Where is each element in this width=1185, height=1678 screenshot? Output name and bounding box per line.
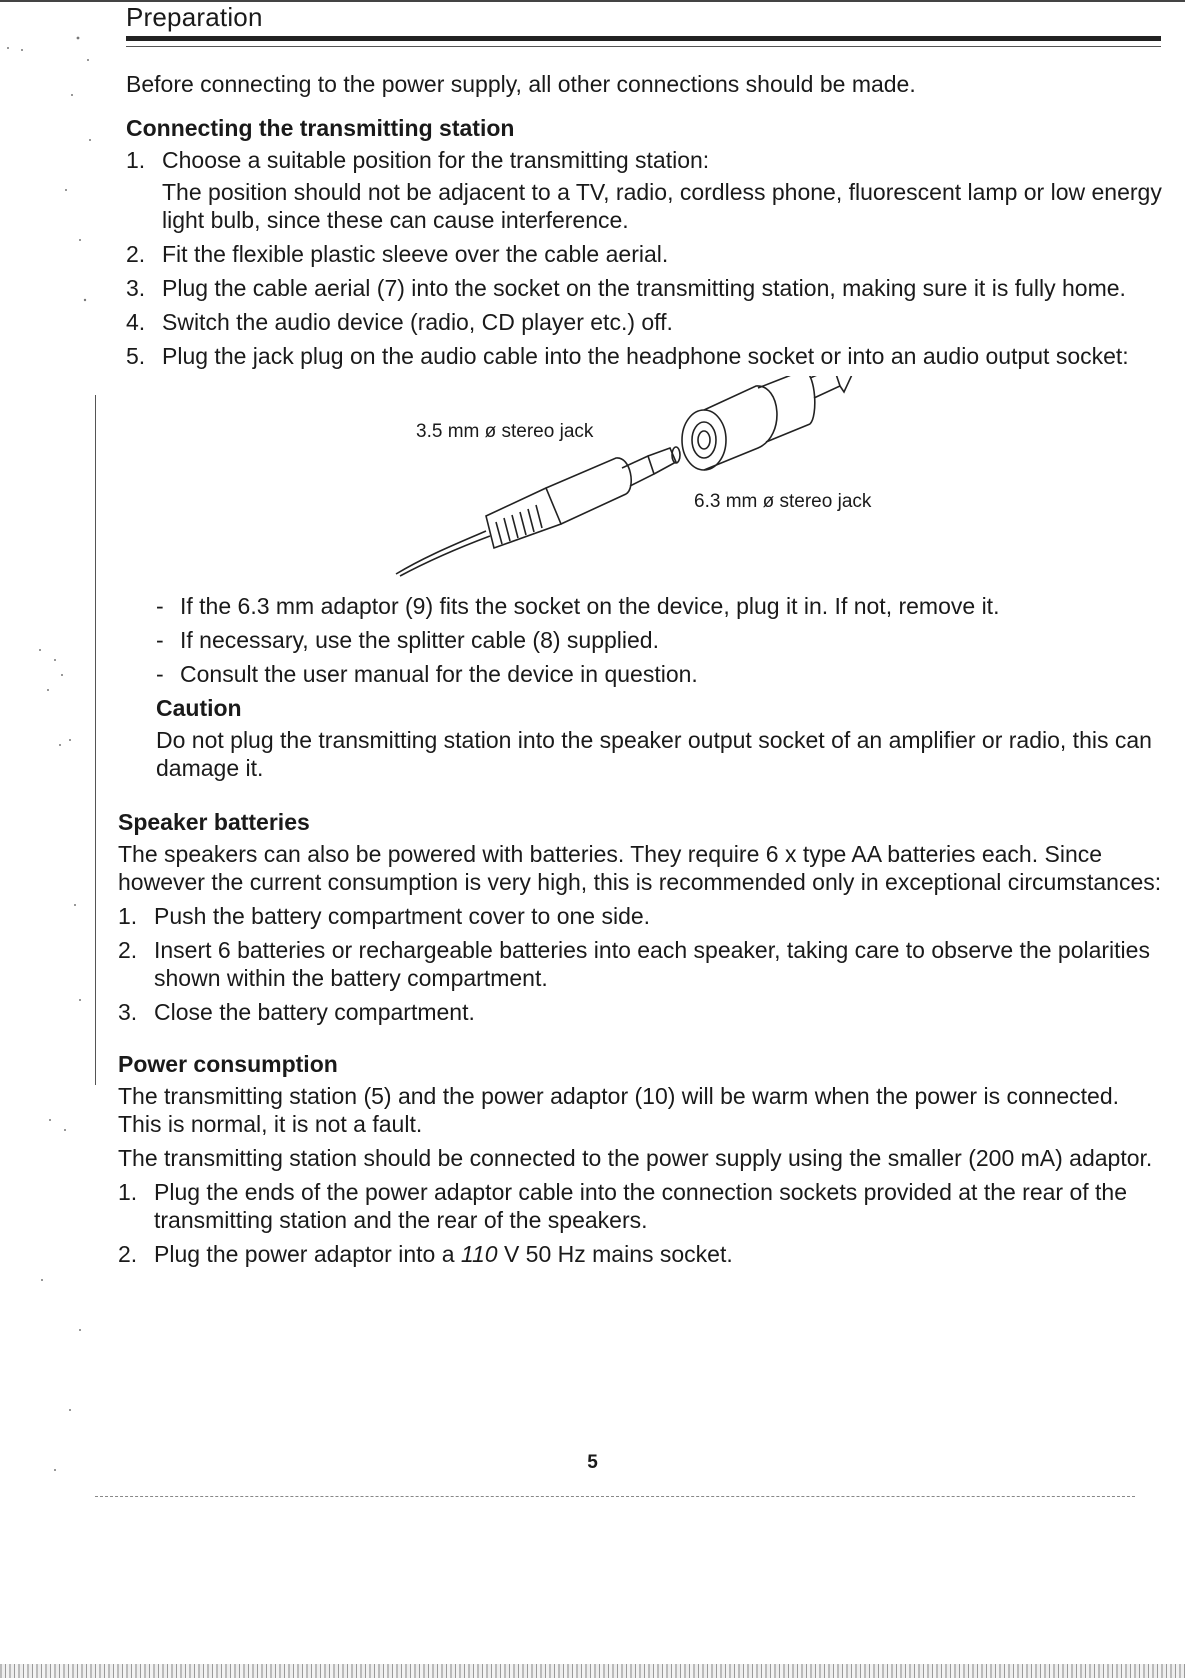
list-text: Plug the jack plug on the audio cable into the headphone socket or into an audio output socket: bbox=[162, 343, 1129, 369]
list-text: Choose a suitable position for the transmitting station: bbox=[162, 147, 710, 173]
list-text: Switch the audio device (radio, CD player etc.) off. bbox=[162, 309, 673, 335]
caution-text: Do not plug the transmitting station into the speaker output socket of an amplifier or radio, this can damage it. bbox=[156, 727, 1152, 781]
list-text: Close the battery compartment. bbox=[154, 999, 475, 1025]
list-item bbox=[118, 936, 1166, 992]
list-text: Plug the ends of the power adaptor cable into the connection sockets provided at the rear of the transmitting station and the rear of the speakers. bbox=[154, 1179, 1128, 1233]
connecting-steps-cont bbox=[126, 240, 1166, 370]
list-number: 1. bbox=[126, 147, 146, 173]
list-item bbox=[126, 240, 1166, 268]
list-number: 2. bbox=[118, 937, 138, 963]
list-text: Push the battery compartment cover to one side. bbox=[154, 903, 651, 929]
power-section bbox=[118, 1050, 1166, 1268]
list-item bbox=[126, 342, 1166, 370]
jack-plug-illustration bbox=[386, 376, 866, 586]
bottom-dashed-rule bbox=[95, 1496, 1135, 1497]
list-text: Insert 6 batteries or rechargeable batteries into each speaker, taking care to observe the polarities shown within the battery compartment. bbox=[154, 937, 1150, 991]
list-item bbox=[126, 308, 1166, 336]
label-6-3mm-jack: 6.3 mm ø stereo jack bbox=[694, 491, 872, 512]
connecting-heading: Connecting the transmitting station bbox=[126, 115, 515, 141]
list-text: V 50 Hz mains socket. bbox=[503, 1241, 733, 1267]
margin-binding-line bbox=[95, 395, 96, 1085]
list-text: If necessary, use the splitter cable (8) supplied. bbox=[180, 627, 659, 653]
list-number: 1. bbox=[118, 903, 138, 929]
main-content bbox=[118, 70, 1166, 1274]
list-text: Consult the user manual for the device in question. bbox=[180, 661, 698, 687]
batteries-intro: The speakers can also be powered with batteries. They require 6 x type AA batteries each. Since however the current consumption is very high, this is recommended only in exceptional circumstances: bbox=[118, 841, 1162, 895]
list-text: If the 6.3 mm adaptor (9) fits the socket on the device, plug it in. If not, remove it. bbox=[180, 593, 1000, 619]
caution-block bbox=[156, 694, 1166, 782]
list-number: 4. bbox=[126, 309, 146, 335]
list-item bbox=[118, 1240, 1166, 1268]
batteries-heading: Speaker batteries bbox=[118, 809, 310, 835]
list-number: 1. bbox=[118, 1179, 138, 1205]
caution-heading: Caution bbox=[156, 695, 242, 721]
dash-mark: - bbox=[156, 661, 164, 687]
page-title: Preparation bbox=[126, 2, 263, 32]
power-para-2: The transmitting station should be connected to the power supply using the smaller (200 mA) adaptor. bbox=[118, 1145, 1153, 1171]
power-para-1: The transmitting station (5) and the power adaptor (10) will be warm when the power is connected. This is normal, it is not a fault. bbox=[118, 1083, 1120, 1137]
batteries-section bbox=[118, 808, 1166, 1026]
list-item bbox=[118, 902, 1166, 930]
list-item bbox=[156, 626, 1166, 654]
connecting-section bbox=[126, 114, 1166, 782]
scan-speckle-left bbox=[0, 0, 110, 1500]
title-underline bbox=[126, 36, 1161, 41]
list-number: 3. bbox=[126, 275, 146, 301]
intro-text: Before connecting to the power supply, all other connections should be made. bbox=[126, 71, 916, 97]
page-number: 5 bbox=[587, 1452, 598, 1473]
dash-mark: - bbox=[156, 593, 164, 619]
list-item bbox=[156, 592, 1166, 620]
stereo-jack-figure bbox=[126, 376, 1166, 586]
power-heading: Power consumption bbox=[118, 1051, 338, 1077]
title-underline-thin bbox=[126, 46, 1161, 47]
list-number: 3. bbox=[118, 999, 138, 1025]
list-text: Plug the power adaptor into a bbox=[154, 1241, 455, 1267]
list-item bbox=[118, 998, 1166, 1026]
voltage-value: 110 bbox=[460, 1241, 498, 1267]
scan-edge-grain bbox=[0, 1664, 1185, 1678]
list-number: 5. bbox=[126, 343, 146, 369]
dash-mark: - bbox=[156, 627, 164, 653]
list-number: 2. bbox=[118, 1241, 138, 1267]
list-item bbox=[126, 274, 1166, 302]
list-item bbox=[156, 660, 1166, 688]
list-text: Plug the cable aerial (7) into the socket on the transmitting station, making sure it is fully home. bbox=[162, 275, 1126, 301]
adaptor-notes bbox=[156, 592, 1166, 688]
battery-steps bbox=[118, 902, 1166, 1026]
list-text: Fit the flexible plastic sleeve over the cable aerial. bbox=[162, 241, 669, 267]
list-item bbox=[126, 146, 1166, 174]
power-steps bbox=[118, 1178, 1166, 1268]
list-item bbox=[118, 1178, 1166, 1234]
list-number: 2. bbox=[126, 241, 146, 267]
position-detail: The position should not be adjacent to a TV, radio, cordless phone, fluorescent lamp or low energy light bulb, since these can cause interference. bbox=[162, 179, 1162, 233]
label-3-5mm-jack: 3.5 mm ø stereo jack bbox=[416, 421, 594, 442]
connecting-steps bbox=[126, 146, 1166, 174]
